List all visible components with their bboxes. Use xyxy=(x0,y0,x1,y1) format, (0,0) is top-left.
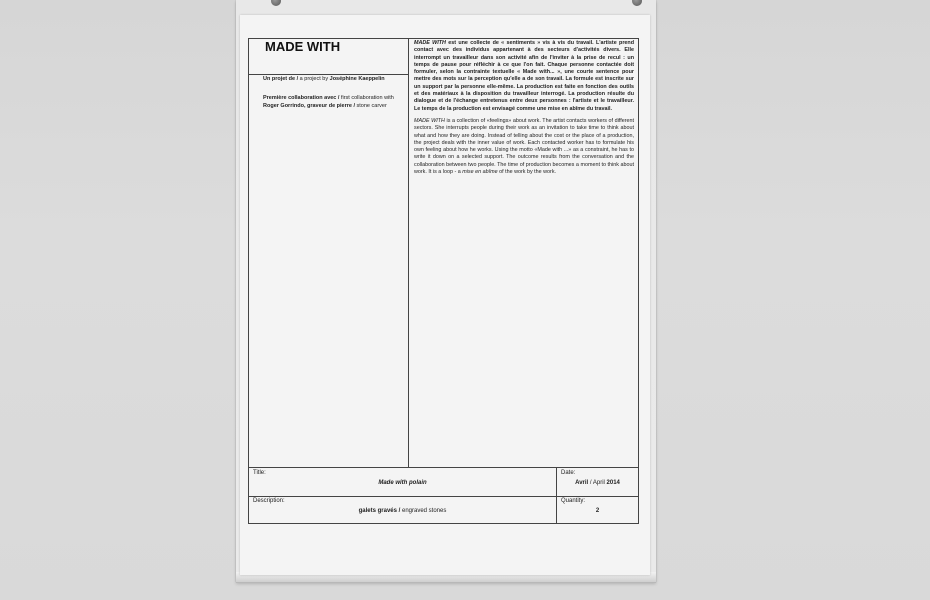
quantity-value: 2 xyxy=(595,508,600,514)
title-box xyxy=(249,39,408,75)
date-fr: Avril xyxy=(575,480,589,486)
date-en: / April xyxy=(588,480,607,486)
title-cell xyxy=(249,468,557,496)
date-label: Date: xyxy=(561,470,576,476)
left-column xyxy=(249,39,409,467)
english-description xyxy=(414,118,634,176)
info-table xyxy=(249,467,638,524)
info-row-description xyxy=(249,496,638,524)
collab-en: first collaboration with xyxy=(339,95,394,101)
quantity-label: Quantity: xyxy=(561,498,586,504)
title-value: Made with polain xyxy=(378,480,427,486)
collab-person: Roger Gorrindo, graveur de pierre / xyxy=(263,102,355,109)
right-column xyxy=(409,39,638,467)
en-italic: mise en abîme xyxy=(462,169,498,176)
description-cell xyxy=(249,496,557,524)
credit-prefix: Un projet de / xyxy=(263,76,299,82)
en-tail: of the work by the work. xyxy=(497,169,557,176)
en-body: is a collection of «feelings» about work. The artist contacts workers of different sectors. She interrupts people during their work as an invitation to take time to think about what and how they are doing. Instead of telling about the cost or the place of a production, the project deals with the inner value of work. Each contacted worker has to formulate his own feeling about how he works. Using the motto «Made with ...» as a constraint, he has to write it down on a selected support. The outcome results from the conversation and the collaboration between two people. The time of production becomes a moment to think about work. It is a loop - a xyxy=(414,117,634,176)
document-frame xyxy=(248,38,639,524)
title-label: Title: xyxy=(253,470,266,476)
french-description xyxy=(414,40,634,113)
fr-body: est une collecte de « sentiments » vis à vis du travail. L'artiste prend contact avec des individus appartenant à des secteurs d'activités divers. Elle interrompt un travailleur dans son activité afin de l'inviter à la prise de recul : un temps de pause pour réfléchir à ce que l'on fait. Chaque personne contactée doit formuler, selon la contrainte textuelle « Made with... », une courte sentence pour mettre des mots sur la perception qu'elle a de son travail. La formule est inscrite sur un support par la personne elle-même. La production est faite en fonction des outils et des matériaux à la disposition du travailleur interrogé. La production résulte du dialogue et de l'échange entretenus entre deux personnes : l'artiste et le travailleur. Le temps de la production est envisagé comme une mise en abîme du travail. xyxy=(414,40,634,112)
date-year: 2014 xyxy=(606,480,620,486)
collab-fr: Première collaboration avec / xyxy=(263,95,340,101)
en-lead: MADE WITH xyxy=(414,117,445,124)
date-cell xyxy=(557,468,638,496)
description-fr: galets gravés / xyxy=(358,508,401,514)
collaboration-credit xyxy=(263,95,408,110)
credit-author: Joséphine Kaeppelin xyxy=(329,76,385,82)
credit-middle: a project by xyxy=(298,76,330,82)
fr-lead: MADE WITH xyxy=(414,40,446,46)
project-credit xyxy=(263,76,408,83)
collab-role: stone carver xyxy=(355,102,387,109)
document-title: MADE WITH xyxy=(265,39,341,54)
quantity-cell xyxy=(557,496,638,524)
description-label: Description: xyxy=(253,498,285,504)
description-en: engraved stones xyxy=(400,508,447,514)
info-row-title xyxy=(249,468,638,497)
